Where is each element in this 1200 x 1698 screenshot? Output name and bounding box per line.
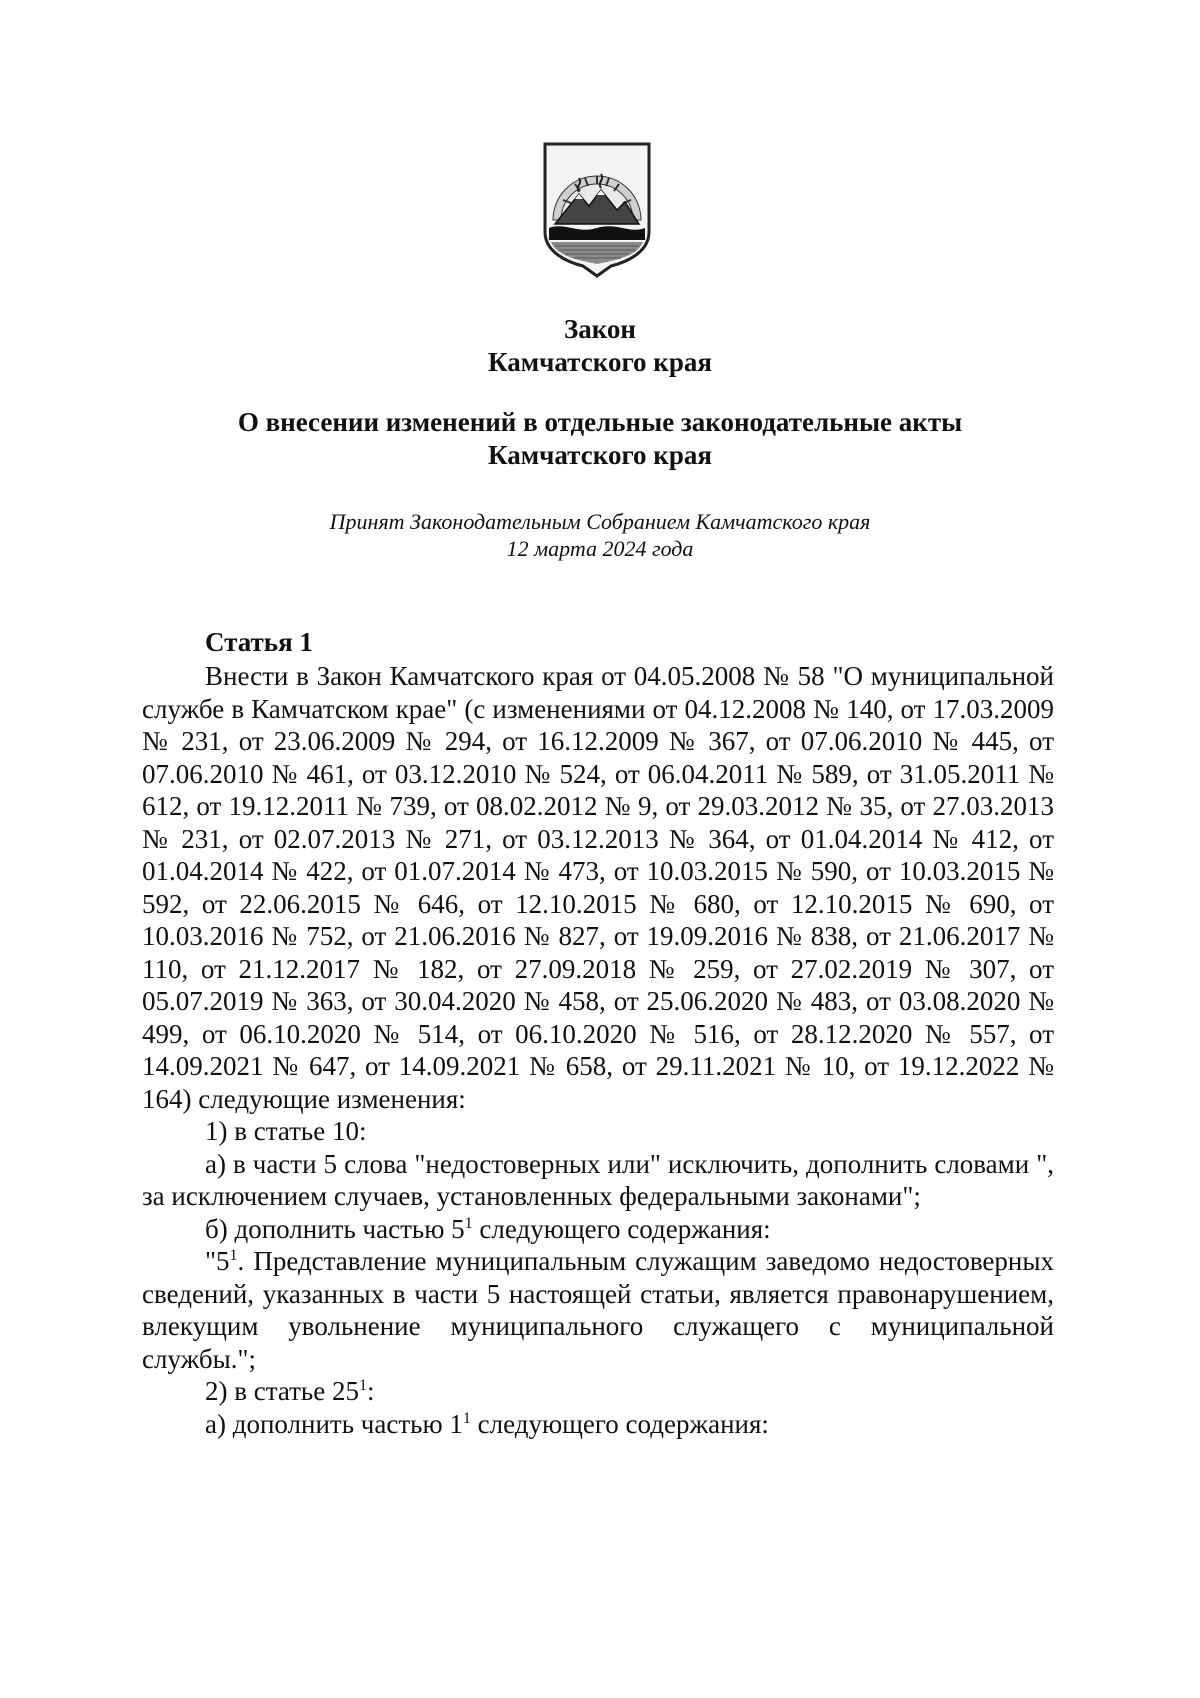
item-2a-superscript: 1 [462, 1409, 471, 1427]
article-body [142, 660, 1054, 1440]
item-1: 1) в статье 10: [205, 1116, 367, 1146]
quoted-part [142, 1245, 1054, 1375]
adoption-note [0, 508, 1200, 562]
item-1b-superscript: 1 [464, 1214, 473, 1232]
item-2a-text: а) дополнить частью 1 [205, 1408, 463, 1439]
adoption-note-line1: Принят Законодательным Собранием Камчатского края [329, 509, 871, 534]
quoted-part-start: "5 [205, 1246, 230, 1276]
kamchatka-coat-of-arms-icon [541, 140, 653, 280]
item-2a [142, 1408, 1054, 1441]
item-1b-text: б) дополнить частью 5 [205, 1213, 465, 1244]
article-heading: Статья 1 [205, 627, 313, 657]
item-1b-text-end: следующего содержания: [472, 1213, 771, 1244]
act-title [0, 406, 1200, 472]
law-title-line2: Камчатского края [488, 347, 712, 377]
act-title-line1: О внесении изменений в отдельные законодательные акты [237, 407, 963, 437]
act-title-line2: Камчатского края [488, 440, 712, 470]
item-2-superscript: 1 [358, 1377, 367, 1394]
article-intro-paragraph: Внести в Закон Камчатского края от 04.05.2008 № 58 "О муниципальной службе в Камчатском крае" (с изменениями от 04.12.2008 № 140, от 17.03.2009 № 231, от 23.06.2009 № 294, от 16.12.2009 № 367, от 07.06.2010 № 445, от 07.06.2010 № 461, от 03.12.2010 № 524, от 06.04.2011 № 589, от 31.05.2011 № 612, от 19.12.2011 № 739, от 08.02.2012 № 9, от 29.03.2012 № 35, от 27.03.2013 № 231, от 02.07.2013 № 271, от 03.12.2013 № 364, от 01.04.2014 № 412, от 01.04.2014 № 422, от 01.07.2014 № 473, от 10.03.2015 № 590, от 10.03.2015 № 592, от 22.06.2015 № 646, от 12.10.2015 № 680, от 12.10.2015 № 690, от 10.03.2016 № 752, от 21.06.2016 № 827, от 19.09.2016 № 838, от 21.06.2017 № 110, от 21.12.2017 № 182, от 27.09.2018 № 259, от 27.02.2019 № 307, от 05.07.2019 № 363, от 30.04.2020 № 458, от 25.06.2020 № 483, от 03.08.2020 № 499, от 06.10.2020 № 514, от 06.10.2020 № 516, от 28.12.2020 № 557, от 14.09.2021 № 647, от 14.09.2021 № 658, от 29.11.2021 № 10, от 19.12.2022 № 164) следующие изменения: [142, 661, 1054, 1114]
item-1a: а) в части 5 слова "недостоверных или" исключить, дополнить словами ", за исключением случаев, установленных федеральными законами"; [142, 1148, 1054, 1211]
quoted-part-superscript: 1 [229, 1247, 238, 1264]
item-2-text-end: : [366, 1376, 375, 1406]
item-1b [142, 1213, 1054, 1246]
item-2a-text-end: следующего содержания: [470, 1408, 769, 1439]
law-title-line1: Закон [563, 314, 636, 344]
law-title [0, 313, 1200, 379]
adoption-note-line2: 12 марта 2024 года [506, 536, 694, 561]
item-2 [142, 1375, 1054, 1408]
item-2-text: 2) в статье 25 [205, 1376, 359, 1406]
quoted-part-text: . Представление муниципальным служащим заведомо недостоверных сведений, указанных в части 5 настоящей статьи, является правонарушением, влекущим увольнение муниципального служащего с муниципальной службы."; [142, 1246, 1054, 1374]
